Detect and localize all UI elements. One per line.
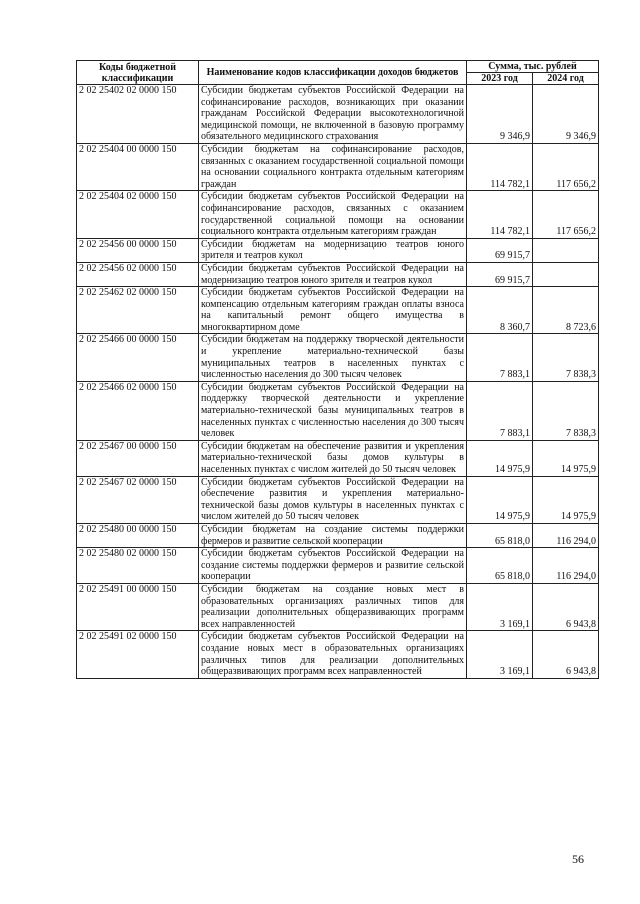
amount-2024 [533, 262, 599, 286]
classification-code: 2 02 25462 02 0000 150 [77, 287, 199, 334]
header-codes: Коды бюджетной классификации [77, 61, 199, 85]
classification-code: 2 02 25456 00 0000 150 [77, 238, 199, 262]
table-body [77, 85, 599, 679]
classification-name: Субсидии бюджетам субъектов Российской Федерации на софинансирование расходов, возникающих при оказании гражданам Российской Федерации высокотехнологичной медицинской помощи, не включенной в базовую программу обязательного медицинского страхования [199, 85, 467, 144]
amount-2023: 114 782,1 [467, 143, 533, 190]
header-year-2023: 2023 год [467, 73, 533, 85]
amount-2024 [533, 238, 599, 262]
classification-name: Субсидии бюджетам субъектов Российской Федерации на модернизацию театров юного зрителя и театров кукол [199, 262, 467, 286]
classification-name: Субсидии бюджетам на поддержку творческой деятельности и укрепление материально-технической базы муниципальных театров в населенных пунктах с численностью населения до 300 тысяч человек [199, 334, 467, 381]
classification-name: Субсидии бюджетам на создание новых мест в образовательных организациях различных типов для реализации дополнительных общеразвивающих программ всех направленностей [199, 583, 467, 630]
amount-2024: 116 294,0 [533, 548, 599, 584]
table-row [77, 287, 599, 334]
amount-2023: 3 169,1 [467, 631, 533, 678]
table-row [77, 381, 599, 440]
amount-2024: 9 346,9 [533, 85, 599, 144]
table-row [77, 440, 599, 476]
amount-2024: 6 943,8 [533, 631, 599, 678]
amount-2024: 117 656,2 [533, 143, 599, 190]
classification-code: 2 02 25480 00 0000 150 [77, 523, 199, 547]
amount-2023: 3 169,1 [467, 583, 533, 630]
classification-code: 2 02 25467 02 0000 150 [77, 476, 199, 523]
table-row [77, 523, 599, 547]
classification-code: 2 02 25456 02 0000 150 [77, 262, 199, 286]
classification-name: Субсидии бюджетам субъектов Российской Федерации на софинансирование расходов, связанных с оказанием государственной социальной помощи на основании социального контракта отдельным категориям граждан [199, 191, 467, 238]
amount-2024: 7 838,3 [533, 334, 599, 381]
classification-name: Субсидии бюджетам на создание системы поддержки фермеров и развитие сельской кооперации [199, 523, 467, 547]
amount-2023: 7 883,1 [467, 381, 533, 440]
amount-2024: 14 975,9 [533, 440, 599, 476]
amount-2023: 114 782,1 [467, 191, 533, 238]
classification-code: 2 02 25467 00 0000 150 [77, 440, 199, 476]
amount-2023: 9 346,9 [467, 85, 533, 144]
amount-2023: 65 818,0 [467, 523, 533, 547]
amount-2024: 117 656,2 [533, 191, 599, 238]
classification-name: Субсидии бюджетам на обеспечение развития и укрепления материально-технической базы домов культуры в населенных пунктах с числом жителей до 50 тысяч человек [199, 440, 467, 476]
table-row [77, 85, 599, 144]
table-row [77, 262, 599, 286]
amount-2023: 69 915,7 [467, 262, 533, 286]
header-names: Наименование кодов классификации доходов бюджетов [199, 61, 467, 85]
table-row [77, 583, 599, 630]
document-page [76, 60, 598, 679]
classification-name: Субсидии бюджетам на софинансирование расходов, связанных с оказанием государственной социальной помощи на основании социального контракта отдельным категориям граждан [199, 143, 467, 190]
amount-2023: 14 975,9 [467, 440, 533, 476]
classification-name: Субсидии бюджетам субъектов Российской Федерации на компенсацию отдельным категориям граждан оплаты взноса на капитальный ремонт общего имущества в многоквартирном доме [199, 287, 467, 334]
classification-code: 2 02 25466 02 0000 150 [77, 381, 199, 440]
classification-code: 2 02 25491 00 0000 150 [77, 583, 199, 630]
classification-code: 2 02 25404 00 0000 150 [77, 143, 199, 190]
classification-name: Субсидии бюджетам субъектов Российской Федерации на создание системы поддержки фермеров и развитие сельской кооперации [199, 548, 467, 584]
classification-code: 2 02 25402 02 0000 150 [77, 85, 199, 144]
table-row [77, 476, 599, 523]
amount-2023: 8 360,7 [467, 287, 533, 334]
table-row [77, 143, 599, 190]
classification-code: 2 02 25466 00 0000 150 [77, 334, 199, 381]
amount-2024: 7 838,3 [533, 381, 599, 440]
classification-name: Субсидии бюджетам субъектов Российской Федерации на обеспечение развития и укрепления материально-технической базы домов культуры в населенных пунктах с числом жителей до 50 тысяч человек [199, 476, 467, 523]
amount-2023: 14 975,9 [467, 476, 533, 523]
classification-code: 2 02 25404 02 0000 150 [77, 191, 199, 238]
table-row [77, 631, 599, 678]
classification-code: 2 02 25480 02 0000 150 [77, 548, 199, 584]
table-row [77, 191, 599, 238]
header-sum: Сумма, тыс. рублей [467, 61, 599, 73]
table-header [77, 61, 599, 85]
table-row [77, 334, 599, 381]
classification-code: 2 02 25491 02 0000 150 [77, 631, 199, 678]
table-row [77, 548, 599, 584]
amount-2024: 14 975,9 [533, 476, 599, 523]
amount-2023: 69 915,7 [467, 238, 533, 262]
amount-2024: 8 723,6 [533, 287, 599, 334]
classification-name: Субсидии бюджетам субъектов Российской Федерации на создание новых мест в образовательных организациях различных типов для реализации дополнительных общеразвивающих программ всех направленностей [199, 631, 467, 678]
budget-table [76, 60, 599, 679]
page-number: 56 [572, 852, 584, 866]
amount-2023: 7 883,1 [467, 334, 533, 381]
amount-2024: 116 294,0 [533, 523, 599, 547]
amount-2024: 6 943,8 [533, 583, 599, 630]
classification-name: Субсидии бюджетам на модернизацию театров юного зрителя и театров кукол [199, 238, 467, 262]
header-year-2024: 2024 год [533, 73, 599, 85]
table-row [77, 238, 599, 262]
classification-name: Субсидии бюджетам субъектов Российской Федерации на поддержку творческой деятельности и укрепление материально-технической базы муниципальных театров в населенных пунктах с численностью населения до 300 тысяч человек [199, 381, 467, 440]
amount-2023: 65 818,0 [467, 548, 533, 584]
